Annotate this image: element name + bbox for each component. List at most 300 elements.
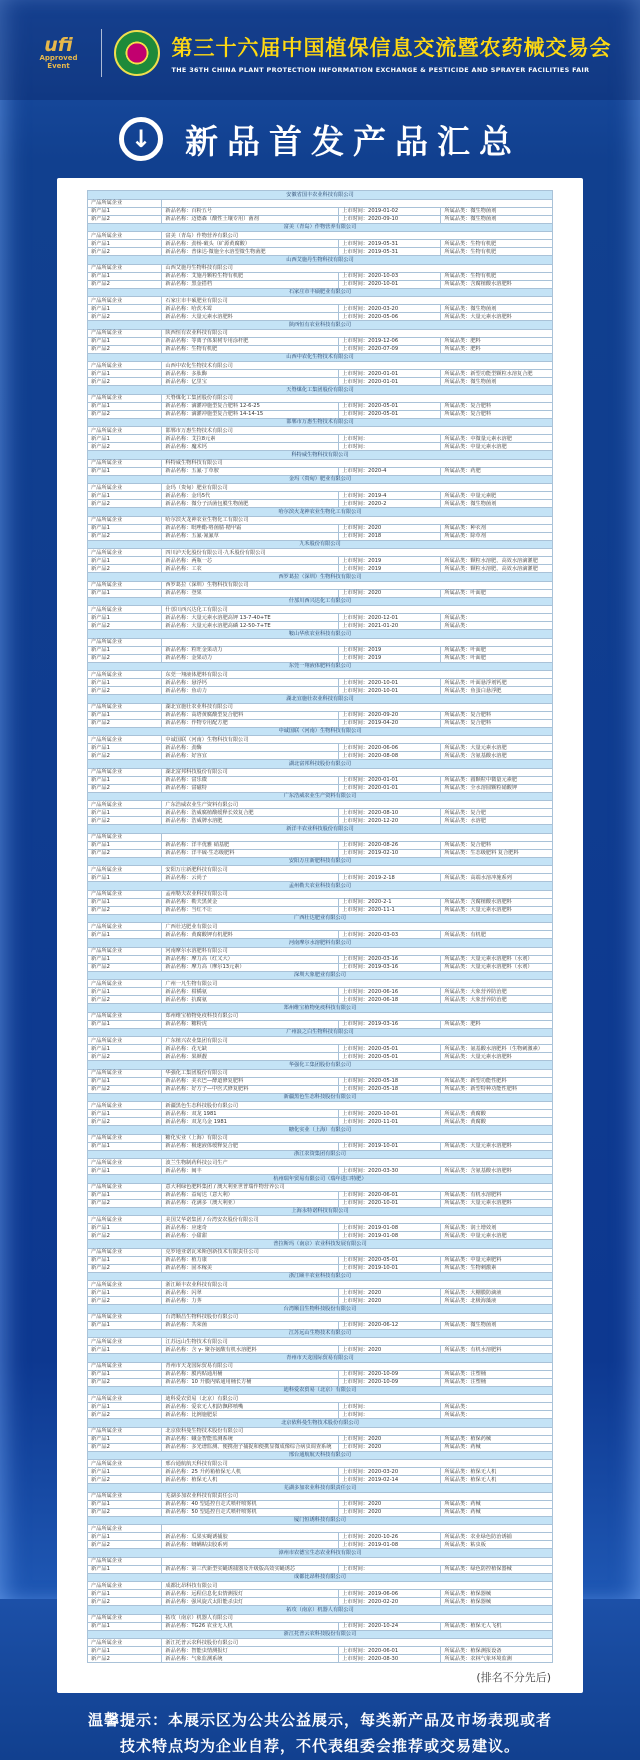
product-label: 新产品1 bbox=[88, 679, 162, 687]
product-row bbox=[88, 1655, 553, 1663]
product-label: 新产品2 bbox=[88, 817, 162, 825]
product-name-cell: 新品名称：植保无人机 bbox=[162, 1476, 339, 1484]
product-name-cell: 新品名称：远程信息化虫情测报灯 bbox=[162, 1590, 339, 1598]
product-row bbox=[88, 776, 553, 784]
category-cell: 所属品类：微生物菌剂 bbox=[441, 207, 553, 215]
owner-row bbox=[88, 484, 553, 492]
product-label: 新产品2 bbox=[88, 378, 162, 386]
company-header-row bbox=[88, 1516, 553, 1525]
launch-time-cell: 上市时间：2020-03-03 bbox=[339, 931, 441, 939]
company-header-row bbox=[88, 1329, 553, 1338]
category-cell: 所属品类：颗粒水溶肥、高效水溶滴灌肥 bbox=[441, 557, 553, 565]
product-row bbox=[88, 272, 553, 280]
launch-time-cell: 上市时间：2019-02-14 bbox=[339, 1476, 441, 1484]
launch-time-cell: 上市时间：2020-10-01 bbox=[339, 687, 441, 695]
products-table-body bbox=[88, 191, 553, 1663]
owner-value: 浙江托普云农科技股份有限公司 bbox=[162, 1639, 553, 1647]
product-row bbox=[88, 1045, 553, 1053]
owner-row bbox=[88, 606, 553, 614]
company-header-row bbox=[88, 1386, 553, 1395]
launch-time-cell: 上市时间：2020-01-01 bbox=[339, 776, 441, 784]
product-row bbox=[88, 248, 553, 256]
company-name: 新疆黑色生态科技股份有限公司 bbox=[88, 1093, 553, 1102]
owner-label: 产品所属企业 bbox=[88, 199, 162, 207]
owner-row bbox=[88, 1248, 553, 1256]
category-cell: 所属品类：大量元素水溶肥料 bbox=[441, 906, 553, 914]
category-cell: 所属品类：生态级肥料 复合肥料 bbox=[441, 849, 553, 857]
company-header-row bbox=[88, 792, 553, 801]
product-row bbox=[88, 305, 553, 313]
product-label: 新产品1 bbox=[88, 1500, 162, 1508]
company-name: 台湾顺昌生物科技股份有限公司 bbox=[88, 1305, 553, 1314]
owner-label: 产品所属企业 bbox=[88, 329, 162, 337]
launch-time-cell: 上市时间： bbox=[339, 443, 441, 451]
owner-label: 产品所属企业 bbox=[88, 1427, 162, 1435]
launch-time-cell: 上市时间：2020 bbox=[339, 1346, 441, 1354]
owner-label: 产品所属企业 bbox=[88, 980, 162, 988]
owner-label: 产品所属企业 bbox=[88, 1557, 162, 1565]
launch-time-cell: 上市时间：2020 bbox=[339, 1289, 441, 1297]
category-cell: 所属品类：大量元素水溶肥料 bbox=[441, 1142, 553, 1150]
owner-value: 科特威生物科技有限公司 bbox=[162, 459, 553, 467]
fair-title-block bbox=[172, 32, 612, 74]
product-name-cell: 新品名称：闪翠 bbox=[162, 1289, 339, 1297]
product-row bbox=[88, 809, 553, 817]
category-cell: 所属品类：氨基酸水溶肥料（生物刺激素） bbox=[441, 1045, 553, 1053]
launch-time-cell: 上市时间：2019-4 bbox=[339, 492, 441, 500]
owner-row bbox=[88, 362, 553, 370]
product-label: 新产品1 bbox=[88, 1289, 162, 1297]
product-label: 新产品1 bbox=[88, 240, 162, 248]
owner-row bbox=[88, 1313, 553, 1321]
company-header-row bbox=[88, 1272, 553, 1281]
launch-time-cell: 上市时间：2018 bbox=[339, 532, 441, 540]
product-row bbox=[88, 646, 553, 654]
product-row bbox=[88, 719, 553, 727]
company-name: 邢台通航航天科技有限公司 bbox=[88, 1451, 553, 1460]
company-header-row bbox=[88, 825, 553, 834]
product-label: 新产品2 bbox=[88, 345, 162, 353]
owner-label: 产品所属企业 bbox=[88, 947, 162, 955]
product-name-cell: 新品名称：摩力高（红又大） bbox=[162, 955, 339, 963]
launch-time-cell: 上市时间：2020-09-20 bbox=[339, 711, 441, 719]
owner-row bbox=[88, 1460, 553, 1468]
product-label: 新产品2 bbox=[88, 410, 162, 418]
category-cell: 所属品类：药肥 bbox=[441, 467, 553, 475]
company-header-row bbox=[88, 1573, 553, 1582]
product-label: 新产品1 bbox=[88, 874, 162, 882]
product-name-cell: 新品名称：富磁特 bbox=[162, 784, 339, 792]
owner-label: 产品所属企业 bbox=[88, 671, 162, 679]
owner-value: 克罗地亚诺瓦米斯创新技术有限责任公司 bbox=[162, 1248, 553, 1256]
owner-row bbox=[88, 801, 553, 809]
product-row bbox=[88, 500, 553, 508]
product-name-cell: 新品名称：五氟·氰氟草 bbox=[162, 532, 339, 540]
product-name-cell: 新品名称：糖粉虎 bbox=[162, 1020, 339, 1028]
launch-time-cell: 上市时间：2020-10-03 bbox=[339, 272, 441, 280]
category-cell: 所属品类：新型功能性肥料 bbox=[441, 1077, 553, 1085]
owner-label: 产品所属企业 bbox=[88, 890, 162, 898]
product-label: 新产品2 bbox=[88, 443, 162, 451]
company-header-row bbox=[88, 914, 553, 923]
product-row bbox=[88, 784, 553, 792]
owner-value: 西罗葛拉（深圳）生物科技有限公司 bbox=[162, 581, 553, 589]
page-title: 新品首发产品汇总 bbox=[185, 121, 521, 161]
owner-value: 芜湖多加农业科技有限责任公司 bbox=[162, 1492, 553, 1500]
owner-value bbox=[162, 199, 553, 207]
product-label: 新产品2 bbox=[88, 565, 162, 573]
company-header-row bbox=[88, 939, 553, 948]
product-row bbox=[88, 988, 553, 996]
product-name-cell: 新品名称：多肽酶 bbox=[162, 370, 339, 378]
category-cell: 所属品类：复合肥料 bbox=[441, 402, 553, 410]
company-name: 孟州勒夫农业科技有限公司 bbox=[88, 882, 553, 891]
launch-time-cell: 上市时间：2019-01-08 bbox=[339, 1541, 441, 1549]
product-row bbox=[88, 906, 553, 914]
launch-time-cell: 上市时间：2020-11-1 bbox=[339, 906, 441, 914]
category-cell: 所属品类：大量元素水溶肥料（水剂） bbox=[441, 955, 553, 963]
product-label: 新产品1 bbox=[88, 1321, 162, 1329]
owner-row bbox=[88, 947, 553, 955]
launch-time-cell: 上市时间：2020-06-01 bbox=[339, 1647, 441, 1655]
owner-row bbox=[88, 1639, 553, 1647]
product-row bbox=[88, 435, 553, 443]
owner-row bbox=[88, 736, 553, 744]
owner-label: 产品所属企业 bbox=[88, 1102, 162, 1110]
owner-row bbox=[88, 1525, 553, 1533]
product-row bbox=[88, 955, 553, 963]
product-name-cell: 新品名称：劲酶 bbox=[162, 744, 339, 752]
launch-time-cell: 上市时间：2019-05-31 bbox=[339, 240, 441, 248]
launch-time-cell: 上市时间：2019-04-20 bbox=[339, 719, 441, 727]
owner-label: 产品所属企业 bbox=[88, 1012, 162, 1020]
product-name-cell: 新品名称：摩力高（摩尔13元素） bbox=[162, 963, 339, 971]
launch-time-cell: 上市时间：2019-12-06 bbox=[339, 337, 441, 345]
ufi-logo-subtext: Approved Event bbox=[39, 54, 78, 70]
product-row bbox=[88, 1224, 553, 1232]
owner-label: 产品所属企业 bbox=[88, 1159, 162, 1167]
launch-time-cell: 上市时间：2020-08-08 bbox=[339, 752, 441, 760]
owner-label: 产品所属企业 bbox=[88, 1134, 162, 1142]
category-cell: 所属品类：药械 bbox=[441, 1508, 553, 1516]
owner-row bbox=[88, 1134, 553, 1142]
product-name-cell: 新品名称：蛾金智能监测系统 bbox=[162, 1435, 339, 1443]
category-cell: 所属品类：含腐植酸水溶肥料 bbox=[441, 898, 553, 906]
company-header-row bbox=[88, 223, 553, 232]
product-row bbox=[88, 402, 553, 410]
category-cell: 所属品类：新型功能型颗粒水溶复合肥 bbox=[441, 370, 553, 378]
category-cell: 所属品类：植保测报设备 bbox=[441, 1647, 553, 1655]
category-cell: 所属品类：鱼蛋白悬浮肥 bbox=[441, 687, 553, 695]
product-label: 新产品2 bbox=[88, 1378, 162, 1386]
product-name-cell: 新品名称：气象监测系统 bbox=[162, 1655, 339, 1663]
company-header-row bbox=[88, 695, 553, 704]
product-label: 新产品1 bbox=[88, 1020, 162, 1028]
launch-time-cell: 上市时间：2019-03-16 bbox=[339, 963, 441, 971]
product-row bbox=[88, 963, 553, 971]
product-row bbox=[88, 1142, 553, 1150]
category-cell: 所属品类：全水溶圆颗粒硝酸钾 bbox=[441, 784, 553, 792]
category-cell: 所属品类：药械 bbox=[441, 1500, 553, 1508]
product-label: 新产品2 bbox=[88, 1598, 162, 1606]
product-row bbox=[88, 1297, 553, 1305]
company-name: 迪科爱农贸易（北京）有限公司 bbox=[88, 1386, 553, 1395]
product-row bbox=[88, 467, 553, 475]
launch-time-cell: 上市时间：2019-02-10 bbox=[339, 849, 441, 857]
category-cell: 所属品类：生物有机肥 bbox=[441, 272, 553, 280]
owner-row bbox=[88, 516, 553, 524]
company-header-row bbox=[88, 475, 553, 484]
owner-row bbox=[88, 923, 553, 931]
owner-value: 华强化工集团股份有限公司 bbox=[162, 1069, 553, 1077]
product-row bbox=[88, 1199, 553, 1207]
category-cell: 所属品类：大量元素水溶肥料（水剂） bbox=[441, 963, 553, 971]
product-name-cell: 新品名称：共荣菌 bbox=[162, 1321, 339, 1329]
launch-time-cell: 上市时间：2020-08-26 bbox=[339, 841, 441, 849]
company-name: 新洋丰农业科技股份有限公司 bbox=[88, 825, 553, 834]
product-name-cell: 新品名称：劲杨·破头（矿源黄腐酸） bbox=[162, 240, 339, 248]
product-row bbox=[88, 1500, 553, 1508]
owner-value: 什邡川西兴达化工有限公司 bbox=[162, 606, 553, 614]
company-name: 江苏远山生物技术有限公司 bbox=[88, 1329, 553, 1338]
product-name-cell: 新品名称：柑橘氨 bbox=[162, 988, 339, 996]
fair-emblem-icon bbox=[114, 30, 160, 76]
owner-label: 产品所属企业 bbox=[88, 427, 162, 435]
product-name-cell: 新品名称：闽丰 bbox=[162, 1167, 339, 1175]
launch-time-cell: 上市时间：2020-10-01 bbox=[339, 679, 441, 687]
product-label: 新产品2 bbox=[88, 1508, 162, 1516]
launch-time-cell: 上市时间：2019-03-16 bbox=[339, 1020, 441, 1028]
company-name: 金玛（贵甸）肥业有限公司 bbox=[88, 475, 553, 484]
owner-row bbox=[88, 768, 553, 776]
category-cell: 所属品类：除草剂 bbox=[441, 532, 553, 540]
company-name: 安阳万庄新肥科技有限公司 bbox=[88, 857, 553, 866]
company-header-row bbox=[88, 597, 553, 606]
company-name: 中诚国联（河南）生物科技有限公司 bbox=[88, 727, 553, 736]
launch-time-cell: 上市时间：2021-01-20 bbox=[339, 622, 441, 630]
product-label: 新产品1 bbox=[88, 711, 162, 719]
product-row bbox=[88, 378, 553, 386]
company-header-row bbox=[88, 418, 553, 427]
owner-row bbox=[88, 1582, 553, 1590]
product-row bbox=[88, 874, 553, 882]
owner-label: 产品所属企业 bbox=[88, 1338, 162, 1346]
product-name-cell: 新品名称：多光谱监测、便携孢子捕捉和便携显微成像综合病虫调查系统 bbox=[162, 1443, 339, 1451]
company-name: 广西壮达肥业有限公司 bbox=[88, 914, 553, 923]
launch-time-cell: 上市时间： bbox=[339, 435, 441, 443]
launch-time-cell: 上市时间：2020-09-10 bbox=[339, 215, 441, 223]
company-name: 安徽省国丰农业科技有限公司 bbox=[88, 191, 553, 200]
product-name-cell: 新品名称：第三代新型实蝇诱捕器及升级版高效实蝇诱芯 bbox=[162, 1565, 339, 1573]
category-cell: 所属品类：大量元素水溶肥料 bbox=[441, 1053, 553, 1061]
owner-value: 湖北富邦科技股份有限公司 bbox=[162, 768, 553, 776]
launch-time-cell: 上市时间：2020 bbox=[339, 524, 441, 532]
company-header-row bbox=[88, 1150, 553, 1159]
product-name-cell: 新品名称：膜内贴通用桶 bbox=[162, 1370, 339, 1378]
owner-label: 产品所属企业 bbox=[88, 516, 162, 524]
product-row bbox=[88, 622, 553, 630]
owner-label: 产品所属企业 bbox=[88, 1069, 162, 1077]
owner-value: 郑州维宝植物免疫科技有限公司 bbox=[162, 1012, 553, 1020]
category-cell: 所属品类：植保无人飞机 bbox=[441, 1622, 553, 1630]
company-name: 九禾股份有限公司 bbox=[88, 540, 553, 549]
launch-time-cell: 上市时间：2020 bbox=[339, 1508, 441, 1516]
category-cell: 所属品类：北极海藻液 bbox=[441, 1297, 553, 1305]
launch-time-cell: 上市时间：2020-4 bbox=[339, 467, 441, 475]
launch-time-cell: 上市时间：2020-10-09 bbox=[339, 1370, 441, 1378]
product-name-cell: 新品名称：云尚子 bbox=[162, 874, 339, 882]
category-cell: 所属品类：复合肥料 bbox=[441, 410, 553, 418]
product-row bbox=[88, 1053, 553, 1061]
owner-label: 产品所属企业 bbox=[88, 1248, 162, 1256]
product-row bbox=[88, 752, 553, 760]
product-row bbox=[88, 1541, 553, 1549]
product-label: 新产品2 bbox=[88, 906, 162, 914]
company-header-row bbox=[88, 1354, 553, 1363]
product-name-cell: 新品名称：蚜螨粘虫胶系列 bbox=[162, 1541, 339, 1549]
product-label: 新产品2 bbox=[88, 1541, 162, 1549]
product-label: 新产品1 bbox=[88, 337, 162, 345]
owner-value: 富美（青岛）作物营养有限公司 bbox=[162, 232, 553, 240]
owner-label: 产品所属企业 bbox=[88, 1281, 162, 1289]
owner-row bbox=[88, 890, 553, 898]
product-row bbox=[88, 532, 553, 540]
owner-row bbox=[88, 1037, 553, 1045]
category-cell: 所属品类：叶面肥 bbox=[441, 654, 553, 662]
product-name-cell: 新品名称：吡唑酯·咯菌腈·精甲霜 bbox=[162, 524, 339, 532]
owner-value: 台湾顺昌生物科技股份有限公司 bbox=[162, 1313, 553, 1321]
product-name-cell: 新品名称：生物有机肥 bbox=[162, 345, 339, 353]
company-name: 什邡川西兴达化工有限公司 bbox=[88, 597, 553, 606]
owner-value: 北京依科曼生物技术股份有限公司 bbox=[162, 1427, 553, 1435]
launch-time-cell: 上市时间：2020-05-01 bbox=[339, 410, 441, 418]
company-name: 深圳大象肥业有限公司 bbox=[88, 971, 553, 980]
owner-row bbox=[88, 329, 553, 337]
launch-time-cell: 上市时间：2019-01-08 bbox=[339, 1224, 441, 1232]
product-label: 新产品1 bbox=[88, 1565, 162, 1573]
category-cell: 所属品类：中量元素水溶肥 bbox=[441, 1232, 553, 1240]
product-row bbox=[88, 524, 553, 532]
product-row bbox=[88, 996, 553, 1004]
owner-label: 产品所属企业 bbox=[88, 581, 162, 589]
owner-value: 浙江颐丰农业科技有限公司 bbox=[162, 1281, 553, 1289]
owner-value: 拓攻（南京）机器人有限公司 bbox=[162, 1614, 553, 1622]
category-cell: 所属品类：中量元素肥料 bbox=[441, 1256, 553, 1264]
company-header-row bbox=[88, 1630, 553, 1639]
owner-row bbox=[88, 1362, 553, 1370]
category-cell: 所属品类：叶面肥 bbox=[441, 589, 553, 597]
category-cell: 所属品类：肥料 bbox=[441, 345, 553, 353]
product-name-cell: 新品名称：亿里宝 bbox=[162, 378, 339, 386]
category-cell: 所属品类：绿色防控植保器械 bbox=[441, 1565, 553, 1573]
owner-label: 产品所属企业 bbox=[88, 264, 162, 272]
launch-time-cell: 上市时间：2019-06-06 bbox=[339, 1590, 441, 1598]
product-name-cell: 新品名称：滴灌冲施型复合肥料 14-14-15 bbox=[162, 410, 339, 418]
product-label: 新产品1 bbox=[88, 1647, 162, 1655]
product-label: 新产品1 bbox=[88, 402, 162, 410]
company-header-row bbox=[88, 1419, 553, 1428]
company-header-row bbox=[88, 1240, 553, 1249]
category-cell: 所属品类：生物有机肥 bbox=[441, 240, 553, 248]
product-row bbox=[88, 280, 553, 288]
company-name: 富美（青岛）作物营养有限公司 bbox=[88, 223, 553, 232]
product-name-cell: 新品名称：黄腐酸钾有机肥料 bbox=[162, 931, 339, 939]
product-label: 新产品1 bbox=[88, 1256, 162, 1264]
product-label: 新产品1 bbox=[88, 467, 162, 475]
product-label: 新产品1 bbox=[88, 305, 162, 313]
company-name: 厦门恒诱科技有限公司 bbox=[88, 1516, 553, 1525]
launch-time-cell: 上市时间：2020 bbox=[339, 1297, 441, 1305]
owner-value: 糖化实业（上海）有限公司 bbox=[162, 1134, 553, 1142]
category-cell: 所属品类：水溶肥 bbox=[441, 817, 553, 825]
owner-row bbox=[88, 394, 553, 402]
product-name-cell: 新品名称：大量元素水溶肥高磷 12-50-7+TE bbox=[162, 622, 339, 630]
owner-value: 湖北宜施壮农业科技有限公司 bbox=[162, 703, 553, 711]
category-cell: 所属品类：大象营养防治肥 bbox=[441, 988, 553, 996]
product-name-cell: 新品名称：浩威腐植酸缓释长效复合肥 bbox=[162, 809, 339, 817]
owner-label: 产品所属企业 bbox=[88, 606, 162, 614]
launch-time-cell: 上市时间：2020 bbox=[339, 1435, 441, 1443]
products-panel bbox=[57, 178, 583, 1693]
company-header-row bbox=[88, 1028, 553, 1037]
product-label: 新产品1 bbox=[88, 1533, 162, 1541]
company-name: 青州市天龙国际贸易有限公司 bbox=[88, 1354, 553, 1363]
launch-time-cell: 上市时间：2020-2 bbox=[339, 500, 441, 508]
owner-value bbox=[162, 833, 553, 841]
product-name-cell: 新品名称：当红不让 bbox=[162, 906, 339, 914]
company-name: 漳州市农德宝生态农业科技有限公司 bbox=[88, 1549, 553, 1558]
company-name: 邯郸市万惠生物技术有限公司 bbox=[88, 418, 553, 427]
ufi-logo-text: ufi bbox=[44, 34, 73, 56]
owner-row bbox=[88, 549, 553, 557]
launch-time-cell: 上市时间：2020-01-01 bbox=[339, 784, 441, 792]
product-name-cell: 新品名称：益甸达（意大利） bbox=[162, 1191, 339, 1199]
product-label: 新产品2 bbox=[88, 1199, 162, 1207]
product-name-cell: 新品名称：瓜果实蝇诱捕胶 bbox=[162, 1533, 339, 1541]
product-name-cell: 新品名称：10 升膜内贴通用桶长方桶 bbox=[162, 1378, 339, 1386]
owner-value bbox=[162, 638, 553, 646]
category-cell: 所属品类： bbox=[441, 1403, 553, 1411]
owner-label: 产品所属企业 bbox=[88, 1525, 162, 1533]
company-name: 郑州维宝植物免疫科技有限公司 bbox=[88, 1004, 553, 1013]
product-label: 新产品1 bbox=[88, 1077, 162, 1085]
company-name: 浙江农资集团有限公司 bbox=[88, 1150, 553, 1159]
owner-value: 安阳万庄新肥科技有限公司 bbox=[162, 866, 553, 874]
product-label: 新产品1 bbox=[88, 1435, 162, 1443]
owner-value: 金玛（贵甸）肥业有限公司 bbox=[162, 484, 553, 492]
product-name-cell: 新品名称：微分子活菌包膜生物菌肥 bbox=[162, 500, 339, 508]
product-row bbox=[88, 410, 553, 418]
company-name: 山西中农化生物技术有限公司 bbox=[88, 353, 553, 362]
category-cell: 所属品类：微生物菌剂 bbox=[441, 500, 553, 508]
launch-time-cell: 上市时间：2020-11-01 bbox=[339, 1118, 441, 1126]
product-name-cell: 新品名称：五氟·丁草胺 bbox=[162, 467, 339, 475]
owner-row bbox=[88, 1102, 553, 1110]
product-label: 新产品1 bbox=[88, 589, 162, 597]
launch-time-cell: 上市时间：2020-06-12 bbox=[339, 1321, 441, 1329]
category-cell: 所属品类：有机肥 bbox=[441, 931, 553, 939]
company-name: 河南摩尔水溶肥料有限公司 bbox=[88, 939, 553, 948]
launch-time-cell: 上市时间：2020-10-26 bbox=[339, 1533, 441, 1541]
category-cell: 所属品类：植保药械 bbox=[441, 1435, 553, 1443]
product-row bbox=[88, 841, 553, 849]
company-header-row bbox=[88, 971, 553, 980]
product-row bbox=[88, 1020, 553, 1028]
product-label: 新产品1 bbox=[88, 955, 162, 963]
company-header-row bbox=[88, 630, 553, 639]
owner-row bbox=[88, 297, 553, 305]
launch-time-cell: 上市时间：2020-01-01 bbox=[339, 370, 441, 378]
